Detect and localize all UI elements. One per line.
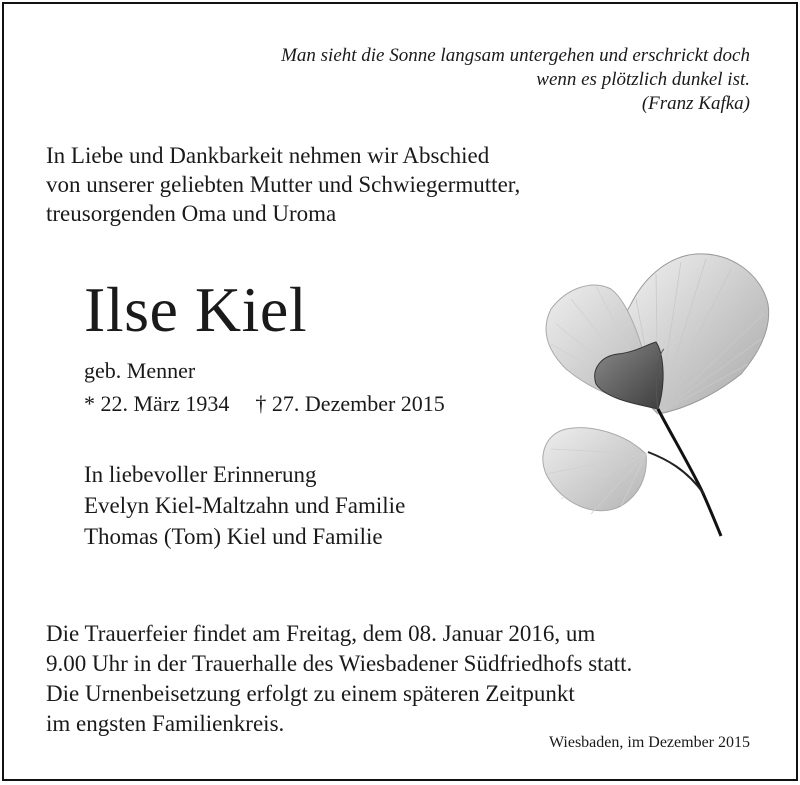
memory-line-2: Evelyn Kiel-Maltzahn und Familie bbox=[84, 493, 406, 518]
memory-line-1: In liebevoller Erinnerung bbox=[84, 462, 317, 487]
ceremony-line-3: Die Urnenbeisetzung erfolgt zu einem späteren Zeitpunkt bbox=[46, 681, 575, 706]
intro-line-3: treusorgenden Oma und Uroma bbox=[46, 201, 337, 226]
ceremony-line-1: Die Trauerfeier findet am Freitag, dem 08. Januar 2016, um bbox=[46, 621, 596, 646]
life-dates bbox=[84, 389, 445, 419]
intro-line-1: In Liebe und Dankbarkeit nehmen wir Abschied bbox=[46, 143, 490, 168]
memory-line-3: Thomas (Tom) Kiel und Familie bbox=[84, 524, 383, 549]
birth-name: geb. Menner bbox=[84, 358, 196, 383]
ceremony-info bbox=[46, 619, 632, 739]
quote-line-1: Man sieht die Sonne langsam untergehen und erschrickt doch bbox=[281, 45, 750, 66]
intro-line-2: von unserer geliebten Mutter und Schwiegermutter, bbox=[46, 172, 521, 197]
obituary-card bbox=[2, 2, 798, 781]
quote-author: (Franz Kafka) bbox=[641, 93, 750, 114]
mourners-block bbox=[84, 459, 405, 552]
death-date: † 27. Dezember 2015 bbox=[255, 391, 445, 416]
farewell-intro bbox=[46, 141, 520, 228]
place-date: Wiesbaden, im Dezember 2015 bbox=[548, 734, 750, 751]
ceremony-line-2: 9.00 Uhr in der Trauerhalle des Wiesbadener Südfriedhofs statt. bbox=[46, 651, 633, 676]
birth-date: * 22. März 1934 bbox=[84, 391, 230, 416]
ginkgo-leaf-icon bbox=[536, 244, 776, 544]
ceremony-line-4: im engsten Familienkreis. bbox=[46, 711, 285, 736]
quote-line-2: wenn es plötzlich dunkel ist. bbox=[536, 69, 750, 90]
deceased-name: Ilse Kiel bbox=[84, 274, 308, 345]
epigraph-quote bbox=[281, 44, 750, 116]
